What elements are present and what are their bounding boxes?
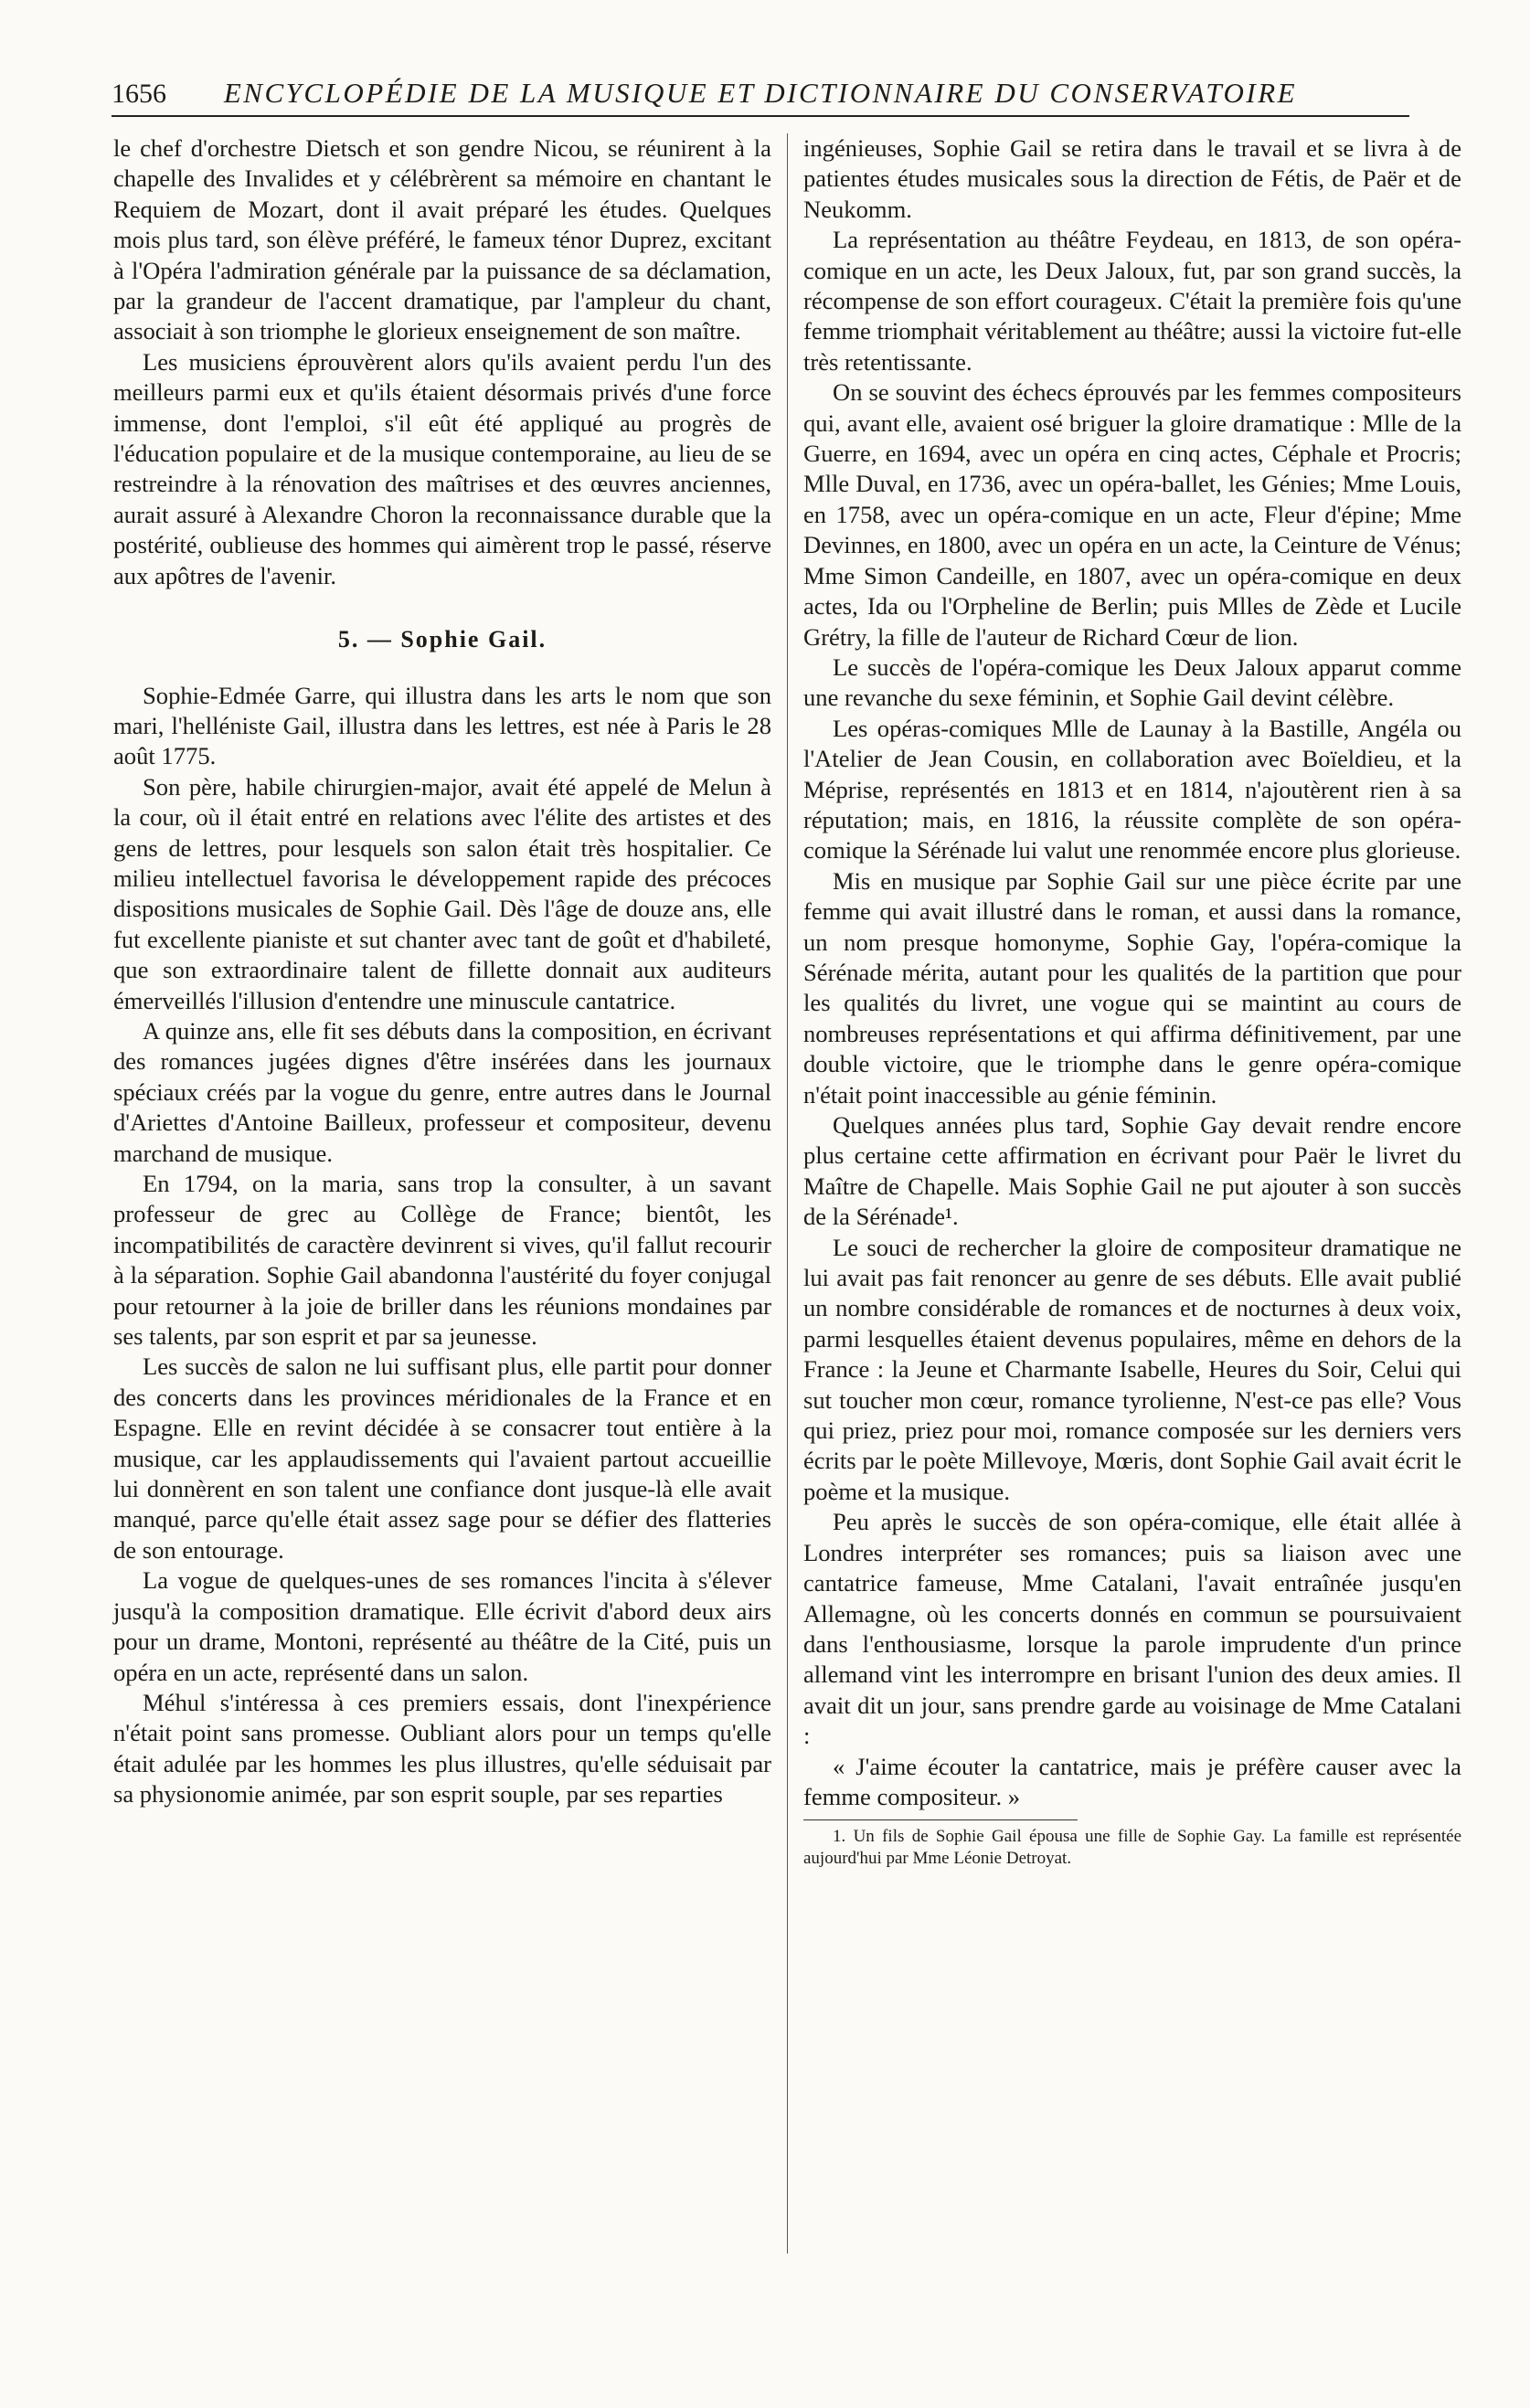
right-column xyxy=(803,133,1461,1870)
section-heading: 5. — Sophie Gail. xyxy=(337,626,547,653)
paragraph: Quelques années plus tard, Sophie Gay devait rendre encore plus certaine cette affirmation en écrivant pour Paër le livret du Maître de Chapelle. Mais Sophie Gail ne put ajouter à son succès de la Sérénade¹. xyxy=(803,1111,1461,1231)
paragraph: Méhul s'intéressa à ces premiers essais, dont l'inexpérience n'était point sans promesse. Oubliant alors pour un temps qu'elle était adulée par les hommes les plus illustres, qu'elle séduisait par sa physionomie animée, par son esprit souple, par ses reparties xyxy=(113,1688,771,1809)
page-header xyxy=(112,77,1409,113)
header-rule xyxy=(112,115,1409,117)
paragraph: Les opéras-comiques Mlle de Launay à la Bastille, Angéla ou l'Atelier de Jean Cousin, en collaboration avec Boïeldieu, et la Méprise, représentés en 1813 et en 1814, n'ajoutèrent rien à sa réputation; mais, en 1816, la réussite complète de son opéra-comique la Sérénade lui valut une renommée encore plus glorieuse. xyxy=(803,714,1461,865)
paragraph: Sophie-Edmée Garre, qui illustra dans les arts le nom que son mari, l'helléniste Gail, illustra dans les lettres, est née à Paris le 28 août 1775. xyxy=(113,681,771,770)
paragraph: La vogue de quelques-unes de ses romances l'incita à s'élever jusqu'à la composition dramatique. Elle écrivit d'abord deux airs pour un drame, Montoni, représenté au théâtre de la Cité, puis un opéra en un acte, représenté dans un salon. xyxy=(113,1566,771,1686)
paragraph: La représentation au théâtre Feydeau, en 1813, de son opéra-comique en un acte, les Deux Jaloux, fut, par son grand succès, la récompense de son effort courageux. C'était la première fois qu'une femme triomphait véritablement au théâtre; aussi la victoire fut-elle très retentissante. xyxy=(803,226,1461,376)
paragraph: On se souvint des échecs éprouvés par les femmes compositeurs qui, avant elle, avaient osé briguer la gloire dramatique : Mlle de la Guerre, en 1694, avec un opéra en cinq actes, Céphale et Procris; Mlle Duval, en 1736, avec un opéra-ballet, les Génies; Mme Louis, en 1758, avec un opéra-comique en un acte, Fleur d'épine; Mme Devinnes, en 1800, avec un opéra en un acte, la Ceinture de Vénus; Mme Simon Candeille, en 1807, avec un opéra-comique en deux actes, Ida ou l'Orpheline de Berlin; puis Mlles de Zède et Lucile Grétry, la fille de l'auteur de Richard Cœur de lion. xyxy=(803,378,1461,651)
paragraph: A quinze ans, elle fit ses débuts dans la composition, en écrivant des romances jugées dignes d'être insérées dans les journaux spéciaux créés par la vogue du genre, entre autres dans le Journal d'Ariettes d'Antoine Bailleux, professeur et compositeur, devenu marchand de musique. xyxy=(113,1016,771,1167)
paragraph: Le souci de rechercher la gloire de compositeur dramatique ne lui avait pas fait renoncer au genre de ses débuts. Elle avait publié un nombre considérable de romances et de nocturnes à deux voix, parmi lesquelles étaient devenus populaires, même en dehors de la France : la Jeune et Charmante Isabelle, Heures du Soir, Celui qui sut toucher mon cœur, romance tyrolienne, N'est-ce pas elle? Vous qui priez, priez pour moi, romance composée sur les derniers vers écrits par le poète Millevoye, Mœris, dont Sophie Gail avait écrit le poème et la musique. xyxy=(803,1233,1461,1505)
left-column xyxy=(113,133,771,1810)
paragraph: « J'aime écouter la cantatrice, mais je préfère causer avec la femme compositeur. » xyxy=(803,1752,1461,1810)
footnote: 1. Un fils de Sophie Gail épousa une fille de Sophie Gay. La famille est représentée aujourd'hui par Mme Léonie Detroyat. xyxy=(803,1827,1461,1869)
running-title: ENCYCLOPÉDIE DE LA MUSIQUE ET DICTIONNAIRE DU CONSERVATOIRE xyxy=(223,77,1298,109)
paragraph: Les musiciens éprouvèrent alors qu'ils avaient perdu l'un des meilleurs parmi eux et qu'ils étaient désormais privés d'une force immense, dont l'emploi, s'il eût été appliqué au progrès de l'éducation populaire et de la musique contemporaine, au lieu de se restreindre à la rénovation des maîtrises et des œuvres anciennes, aurait assuré à Alexandre Choron la reconnaissance durable que la postérité, oublieuse des hommes qui aimèrent trop le passé, réserve aux apôtres de l'avenir. xyxy=(113,347,771,589)
footnote-rule xyxy=(803,1819,1078,1820)
paragraph: En 1794, on la maria, sans trop la consulter, à un savant professeur de grec au Collège de France; bientôt, les incompatibilités de caractère devinrent si vives, qu'il fallut recourir à la séparation. Sophie Gail abandonna l'austérité du foyer conjugal pour retourner à la joie de briller dans les réunions mondaines par ses talents, par son esprit et par sa jeunesse. xyxy=(113,1170,771,1351)
paragraph: Le succès de l'opéra-comique les Deux Jaloux apparut comme une revanche du sexe féminin, et Sophie Gail devint célèbre. xyxy=(803,652,1461,712)
paragraph: Peu après le succès de son opéra-comique, elle était allée à Londres interpréter ses romances; puis sa liaison avec une cantatrice fameuse, Mme Catalani, l'avait entraînée jusqu'en Allemagne, où les concerts donnés en commun se poursuivaient dans l'enthousiasme, lorsque la parole imprudente d'un prince allemand vint les interrompre en brisant l'union des deux amies. Il avait dit un jour, sans prendre garde au voisinage de Mme Catalani : xyxy=(803,1508,1461,1750)
paragraph: Son père, habile chirurgien-major, avait été appelé de Melun à la cour, où il était entré en relations avec l'élite des artistes et des gens de lettres, pour lesquels son salon était très hospitalier. Ce milieu intellectuel favorisa le développement rapide des précoces dispositions musicales de Sophie Gail. Dès l'âge de douze ans, elle fut excellente pianiste et sut chanter avec tant de goût et d'habileté, que son extraordinaire talent de fillette donnait aux auditeurs émerveillés l'illusion d'entendre une minuscule cantatrice. xyxy=(113,772,771,1014)
paragraph: le chef d'orchestre Dietsch et son gendre Nicou, se réunirent à la chapelle des Invalides et y célébrèrent sa mémoire en chantant le Requiem de Mozart, dont il avait préparé les études. Quelques mois plus tard, son élève préféré, le fameux ténor Duprez, excitant à l'Opéra l'admiration générale par la puissance de sa déclamation, par la grandeur de l'accent dramatique, par l'ampleur du chant, associait à son triomphe le glorieux enseignement de son maître. xyxy=(113,134,771,345)
paragraph: Mis en musique par Sophie Gail sur une pièce écrite par une femme qui avait illustré dans le roman, et aussi dans la romance, un nom presque homonyme, Sophie Gay, l'opéra-comique la Sérénade mérita, autant pour les qualités de la partition que pour les qualités du livret, une vogue qui se maintint au cours de nombreuses représentations et qui affirma définitivement, par une double victoire, que le triomphe dans le genre opéra-comique n'était point inaccessible au génie féminin. xyxy=(803,866,1461,1109)
paragraph: ingénieuses, Sophie Gail se retira dans le travail et se livra à de patientes études musicales sous la direction de Fétis, de Paër et de Neukomm. xyxy=(803,134,1461,223)
paragraph: Les succès de salon ne lui suffisant plus, elle partit pour donner des concerts dans les provinces méridionales de la France et en Espagne. Elle en revint décidée à se consacrer tout entière à la musique, car les applaudissements qui l'avaient partout accueillie lui donnèrent en son talent une confiance dont jusque-là elle avait manqué, parce qu'elle était assez sage pour se défier des flatteries de son entourage. xyxy=(113,1353,771,1564)
column-divider xyxy=(787,133,788,2254)
page-number: 1656 xyxy=(112,79,166,109)
